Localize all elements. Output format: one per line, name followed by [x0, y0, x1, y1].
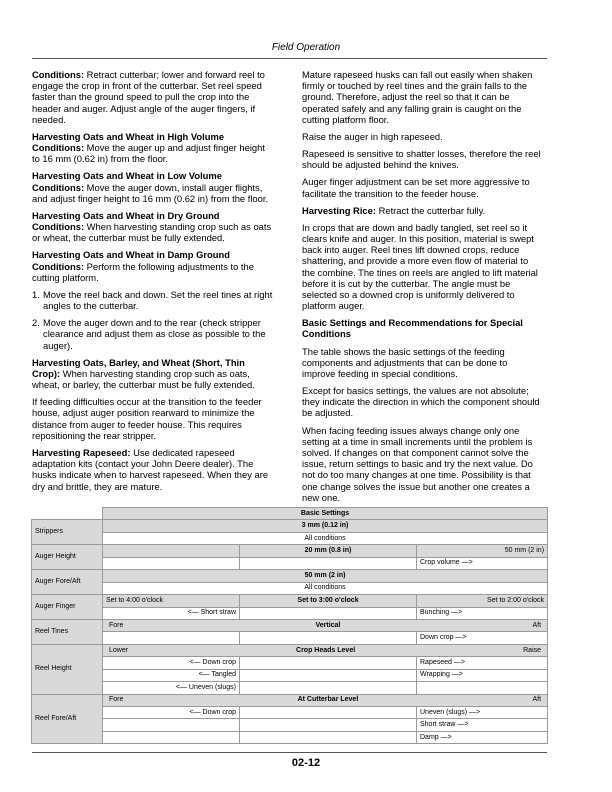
- high-value: Set to 2:00 o'clock: [417, 595, 548, 607]
- paragraph: Harvesting Oats and Wheat in Dry Ground Conditions: When harvesting standing crop such as oats or wheat, the cutterbar must be fully extended.: [32, 209, 272, 244]
- adjust-note: <— Down crop: [103, 657, 240, 669]
- paragraph: Harvesting Rapeseed: Use dedicated rapeseed adaptation kits (contact your John Deere dealer). The husks indicate when to harvest rapeseed. When they are dry and brittle, they are mature.: [32, 446, 269, 492]
- low-value: Fore: [109, 621, 124, 629]
- adjust-note: Crop volume —>: [417, 557, 548, 569]
- adjust-note: <— Short straw: [103, 607, 240, 619]
- paragraph: If feeding difficulties occur at the transition to the feeder house, adjust auger position rearward to minimize the distance from auger to feeder house. This requires repositioning the rear stripper.: [32, 396, 262, 441]
- paragraph: Rapeseed is sensitive to shatter losses, therefore the reel should be adjusted behind the knives.: [302, 148, 541, 171]
- row-label: Strippers: [32, 520, 103, 545]
- table-row: [32, 719, 548, 731]
- high-value: Aft: [532, 621, 542, 629]
- adjust-note: Short straw —>: [417, 719, 548, 731]
- basic-value: 50 mm (2 in): [103, 570, 548, 582]
- paragraph: Auger finger adjustment can be set more aggressive to facilitate the transition to the feeder house.: [302, 176, 530, 199]
- numbered-list: [32, 289, 273, 351]
- paragraph: In crops that are down and badly tangled, set reel so it clears knife and auger. In this position, material is swept back into auger. Reel tines lift downed crops, reduce shattering, and provide a more even flow of material to the combine. The tines on reels are angled to lift material before it is cut by the cutterbar. The angle must be selected so a downed crop is uniformly delivered to platform auger.: [302, 221, 538, 312]
- table-row: [32, 545, 548, 557]
- adjust-note: <— Tangled: [103, 669, 240, 681]
- basic-value: At Cutterbar Level: [297, 696, 359, 704]
- adjust-note: Uneven (slugs) —>: [417, 707, 548, 719]
- table-row: [32, 570, 548, 582]
- paragraph: Harvesting Rice: Retract the cutterbar fully.: [302, 204, 486, 216]
- adjust-note: <— Down crop: [103, 707, 240, 719]
- paragraph: Raise the auger in high rapeseed.: [302, 130, 443, 142]
- row-label: Auger Fore/Aft: [32, 570, 103, 595]
- paragraph: Harvesting Oats and Wheat in Damp Ground Conditions: Perform the following adjustments to the cutting platform.: [32, 249, 254, 283]
- row-label: Reel Height: [32, 644, 103, 694]
- table-row: [32, 644, 548, 656]
- table-row: [32, 657, 548, 669]
- condition-note: All conditions: [103, 582, 548, 594]
- paragraph: Conditions: Retract cutterbar; lower and forward reel to engage the crop in front of the cutterbar. Set reel speed faster than the ground speed to pull the crop into the header and auger. Adjust angle of the auger fingers, if needed.: [32, 69, 265, 125]
- row-label: Auger Finger: [32, 595, 103, 620]
- paragraph: Mature rapeseed husks can fall out easily when shaken firmly or touched by reel tines and the grain falls to the ground. Therefore, adjust the reel so that it can be operated safely and any falling grain is caught on the cutting platform floor.: [302, 69, 533, 125]
- list-item: 1. Move the reel back and down. Set the reel tines at right angles to the cutterbar.: [32, 288, 273, 312]
- paragraph: Harvesting Oats and Wheat in Low Volume Conditions: Move the auger down, install auger flights, and adjust finger height to 16 mm (0.62 in) from the floor.: [32, 170, 269, 204]
- table-row: [32, 669, 548, 681]
- table-row: [32, 557, 548, 569]
- basic-value: 20 mm (0.8 in): [240, 545, 417, 557]
- condition-note: All conditions: [103, 532, 548, 544]
- adjust-note: Damp —>: [417, 731, 548, 743]
- basic-settings-table: [31, 507, 548, 744]
- low-value: Lower: [109, 646, 129, 654]
- table-row: [32, 619, 548, 631]
- table-row: [32, 731, 548, 743]
- table-row: [32, 582, 548, 594]
- adjust-note: Bunching —>: [417, 607, 548, 619]
- right-column: [302, 69, 543, 509]
- adjust-note: Rapeseed —>: [417, 657, 548, 669]
- paragraph: The table shows the basic settings of the feeding components and adjustments that can be done to improve feeding in special conditions.: [302, 345, 508, 379]
- paragraph: Except for basics settings, the values are not absolute; they indicate the direction in which the component should be adjusted.: [302, 385, 540, 419]
- basic-value: Vertical: [315, 621, 341, 629]
- paragraph: Harvesting Oats, Barley, and Wheat (Short, Thin Crop): When harvesting standing crop such as oats, wheat, or barley, the cutterbar must be fully extended.: [32, 356, 255, 391]
- basic-value: 3 mm (0.12 in): [103, 520, 548, 532]
- table-row: [32, 508, 548, 520]
- adjust-note: Wrapping —>: [417, 669, 548, 681]
- low-value: Fore: [109, 696, 124, 704]
- table-row: [32, 707, 548, 719]
- running-header: Field Operation: [271, 42, 341, 53]
- row-label: Reel Tines: [32, 619, 103, 644]
- basic-value: Crop Heads Level: [296, 646, 356, 654]
- high-value: Aft: [532, 696, 542, 704]
- adjust-note: Down crop —>: [417, 632, 548, 644]
- basic-value: Set to 3:00 o'clock: [240, 595, 417, 607]
- paragraph: When facing feeding issues always change only one setting at a time in small increments until the problem is solved. If changes on that component cannot solve the issue, return settings to basic and try the next value. Do not do too many changes at one time. Possibility is that one change solves the issue but another one creates a new one.: [302, 424, 533, 503]
- left-column: [32, 69, 273, 498]
- table-row: [32, 632, 548, 644]
- section-heading: Basic Settings and Recommendations for Special Conditions: [302, 317, 523, 340]
- table-row: [32, 595, 548, 607]
- low-value: Set to 4:00 o'clock: [103, 595, 240, 607]
- table-header: Basic Settings: [103, 508, 548, 520]
- high-value: 50 mm (2 in): [417, 545, 548, 557]
- table-row: [32, 682, 548, 694]
- paragraph: Harvesting Oats and Wheat in High Volume Conditions: Move the auger up and adjust finger height to 16 mm (0.62 in) from the floor.: [32, 130, 265, 165]
- table-row: [32, 532, 548, 544]
- header-divider: [32, 58, 547, 59]
- list-item: 2. Move the auger down and to the rear (check stripper clearance and adjust them as close as possible to the auger).: [32, 317, 266, 351]
- adjust-note: <— Uneven (slugs): [103, 682, 240, 694]
- page-number: 02-12: [291, 757, 321, 769]
- high-value: Raise: [523, 646, 542, 654]
- row-label: Auger Height: [32, 545, 103, 570]
- footer-divider: [32, 752, 547, 753]
- table-row: [32, 607, 548, 619]
- row-label: Reel Fore/Aft: [32, 694, 103, 744]
- table-row: [32, 694, 548, 706]
- table-row: [32, 520, 548, 532]
